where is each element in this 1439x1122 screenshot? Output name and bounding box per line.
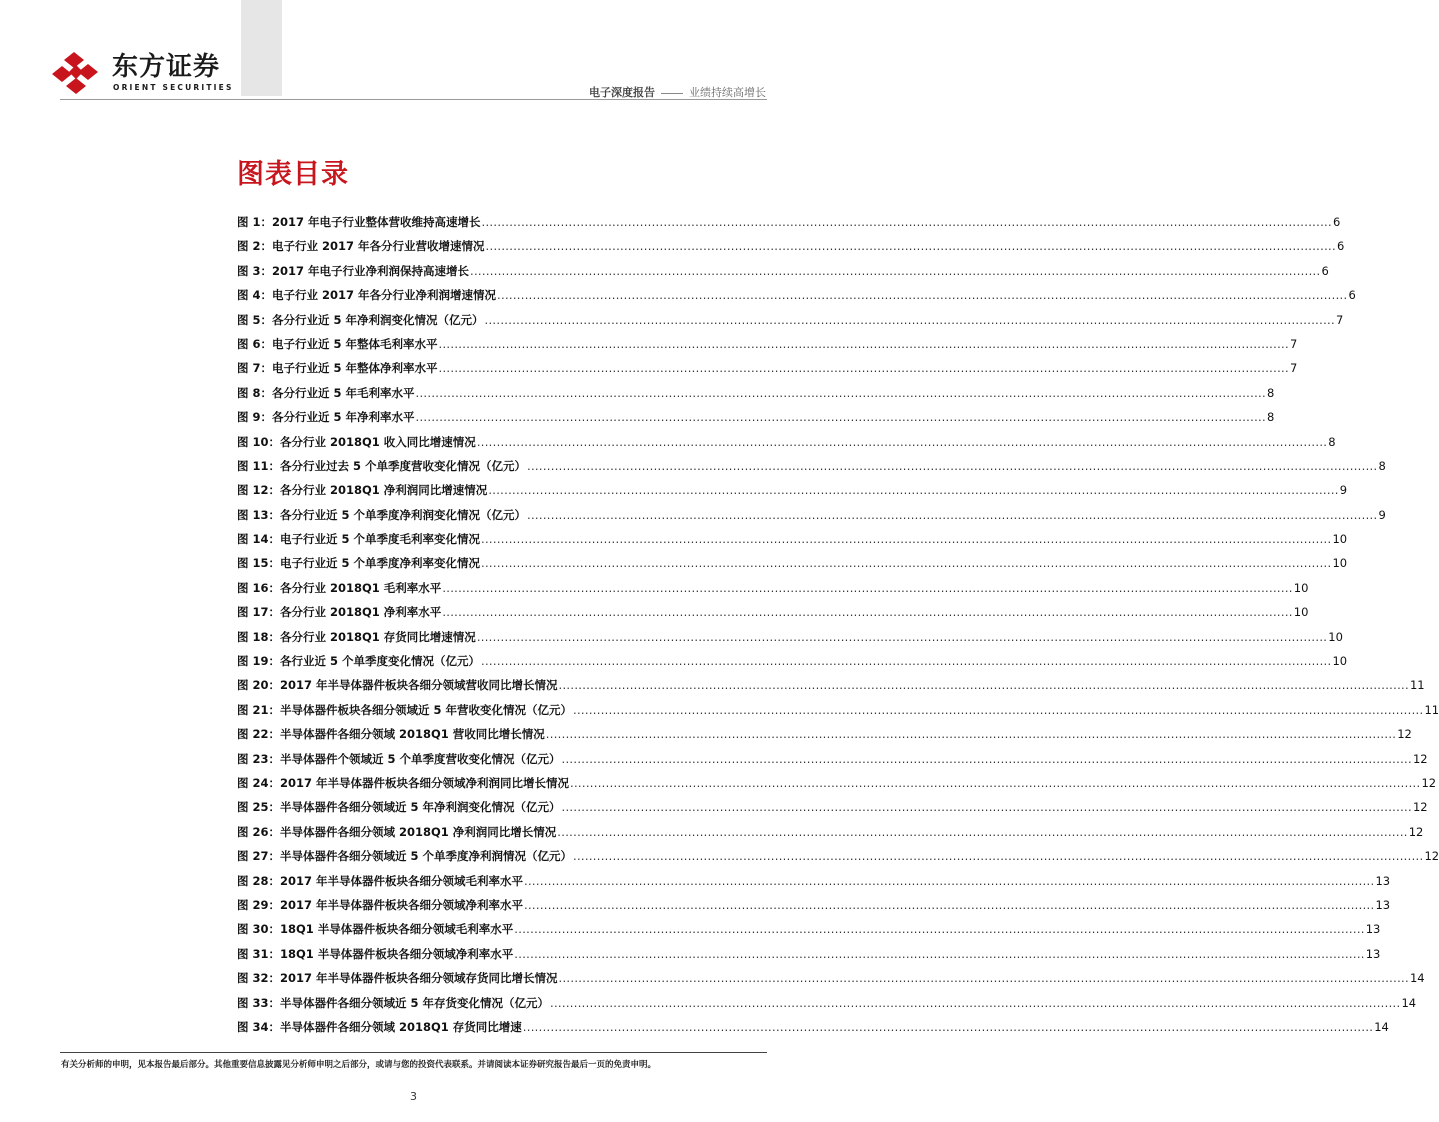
- toc-leader-dots: [416, 405, 1266, 429]
- toc-entry[interactable]: [237, 356, 1298, 380]
- toc-entry[interactable]: [237, 942, 1381, 966]
- toc-entry-label: 图 33：半导体器件各细分领域近 5 年存货变化情况（亿元）: [237, 995, 550, 1010]
- company-name-en: ORIENT SECURITIES: [113, 83, 234, 92]
- toc-entry-page: 10: [1293, 580, 1309, 595]
- toc-entry-label: 图 28：2017 年半导体器件板块各细分领域毛利率水平: [237, 873, 524, 888]
- toc-leader-dots: [477, 625, 1327, 649]
- toc-entry-label: 图 20：2017 年半导体器件板块各细分领域营收同比增长情况: [237, 678, 558, 693]
- toc-entry-label: 图 17：各分行业 2018Q1 净利率水平: [237, 605, 442, 620]
- toc-title: 图表目录: [237, 159, 349, 190]
- report-header: [589, 84, 766, 100]
- toc-entry[interactable]: [237, 747, 1428, 771]
- toc-entry-page: 11: [1409, 678, 1425, 693]
- toc-list: [237, 210, 1439, 1039]
- report-type: 电子深度报告: [589, 86, 655, 99]
- toc-entry-label: 图 19：各行业近 5 个单季度变化情况（亿元）: [237, 654, 481, 669]
- toc-entry-label: 图 1：2017 年电子行业整体营收维持高速增长: [237, 215, 481, 229]
- toc-entry-label: 图 31：18Q1 半导体器件板块各细分领域净利率水平: [237, 946, 514, 961]
- toc-leader-dots: [524, 893, 1374, 917]
- toc-leader-dots: [523, 1015, 1373, 1039]
- toc-entry[interactable]: [237, 722, 1412, 746]
- company-name-cn: 东方证券: [112, 52, 221, 82]
- toc-leader-dots: [442, 576, 1292, 600]
- toc-leader-dots: [546, 722, 1396, 746]
- toc-entry-page: 10: [1332, 556, 1348, 571]
- toc-entry[interactable]: [237, 600, 1309, 624]
- toc-entry[interactable]: [237, 795, 1428, 819]
- toc-leader-dots: [573, 698, 1423, 722]
- toc-entry-label: 图 11：各分行业过去 5 个单季度营收变化情况（亿元）: [237, 458, 527, 473]
- toc-entry-label: 图 22：半导体器件各细分领域 2018Q1 营收同比增长情况: [237, 727, 545, 742]
- toc-entry-page: 13: [1365, 946, 1381, 961]
- toc-entry-page: 13: [1365, 922, 1381, 937]
- toc-entry[interactable]: [237, 576, 1309, 600]
- toc-entry[interactable]: [237, 283, 1356, 307]
- toc-entry[interactable]: [237, 454, 1386, 478]
- toc-entry[interactable]: [237, 503, 1386, 527]
- toc-leader-dots: [559, 673, 1409, 697]
- toc-leader-dots: [559, 966, 1409, 990]
- toc-entry-page: 7: [1289, 336, 1298, 351]
- footer-disclaimer: 有关分析师的申明，见本报告最后部分。其他重要信息披露见分析师申明之后部分，或请与您的投资代表联系。并请阅读本证券研究报告最后一页的免责申明。: [61, 1060, 657, 1070]
- toc-entry[interactable]: [237, 869, 1391, 893]
- toc-entry-label: 图 9：各分行业近 5 年净利率水平: [237, 410, 415, 425]
- toc-leader-dots: [527, 454, 1377, 478]
- toc-entry-page: 10: [1328, 629, 1343, 644]
- toc-entry-page: 12: [1412, 751, 1428, 766]
- toc-entry-label: 图 15：电子行业近 5 个单季度净利率变化情况: [237, 556, 481, 571]
- toc-leader-dots: [527, 503, 1377, 527]
- toc-entry-label: 图 32：2017 年半导体器件板块各细分领域存货同比增长情况: [237, 971, 558, 986]
- toc-entry-label: 图 23：半导体器件个领域近 5 个单季度营收变化情况（亿元）: [237, 751, 561, 766]
- toc-leader-dots: [570, 771, 1420, 795]
- toc-leader-dots: [482, 210, 1332, 234]
- toc-entry-page: 7: [1335, 312, 1344, 327]
- toc-entry-page: 12: [1421, 775, 1437, 790]
- toc-entry-label: 图 34：半导体器件各细分领域 2018Q1 存货同比增速: [237, 1019, 522, 1034]
- page-number: 3: [410, 1090, 417, 1103]
- toc-leader-dots: [439, 356, 1289, 380]
- toc-entry[interactable]: [237, 625, 1343, 649]
- toc-leader-dots: [488, 478, 1338, 502]
- toc-entry-label: 图 10：各分行业 2018Q1 收入同比增速情况: [237, 434, 476, 449]
- company-logo: [54, 50, 234, 96]
- toc-entry[interactable]: [237, 820, 1424, 844]
- toc-entry[interactable]: [237, 381, 1275, 405]
- toc-leader-dots: [514, 942, 1364, 966]
- toc-entry-label: 图 18：各分行业 2018Q1 存货同比增速情况: [237, 629, 476, 644]
- toc-entry[interactable]: [237, 234, 1345, 258]
- toc-entry-page: 7: [1289, 361, 1298, 376]
- toc-leader-dots: [514, 917, 1364, 941]
- toc-leader-dots: [497, 283, 1347, 307]
- toc-entry-page: 8: [1328, 434, 1336, 449]
- toc-entry-label: 图 24：2017 年半导体器件板块各细分领域净利润同比增长情况: [237, 775, 570, 790]
- toc-entry-label: 图 6：电子行业近 5 年整体毛利率水平: [237, 336, 438, 351]
- toc-entry-label: 图 13：各分行业近 5 个单季度净利润变化情况（亿元）: [237, 507, 527, 522]
- toc-entry-page: 12: [1412, 800, 1428, 815]
- toc-leader-dots: [470, 259, 1320, 283]
- toc-entry[interactable]: [237, 405, 1275, 429]
- toc-entry[interactable]: [237, 1015, 1389, 1039]
- toc-entry-label: 图 5：各分行业近 5 年净利润变化情况（亿元）: [237, 312, 484, 327]
- toc-entry-page: 10: [1332, 532, 1348, 547]
- toc-entry-page: 9: [1339, 483, 1348, 498]
- toc-leader-dots: [486, 234, 1336, 258]
- toc-leader-dots: [524, 869, 1374, 893]
- report-subtitle: 业绩持续高增长: [689, 86, 766, 99]
- toc-leader-dots: [562, 747, 1412, 771]
- toc-entry[interactable]: [237, 991, 1417, 1015]
- toc-leader-dots: [485, 308, 1335, 332]
- toc-entry-page: 8: [1266, 385, 1275, 400]
- toc-entry[interactable]: [237, 527, 1348, 551]
- toc-entry-page: 6: [1321, 263, 1329, 278]
- header-divider: [60, 99, 767, 100]
- toc-entry-page: 14: [1409, 971, 1425, 986]
- toc-leader-dots: [557, 820, 1407, 844]
- toc-entry-label: 图 12：各分行业 2018Q1 净利润同比增速情况: [237, 483, 488, 498]
- toc-entry-page: 10: [1293, 605, 1309, 620]
- toc-leader-dots: [573, 844, 1423, 868]
- toc-entry-page: 13: [1375, 873, 1391, 888]
- toc-entry[interactable]: [237, 478, 1348, 502]
- toc-entry-label: 图 4：电子行业 2017 年各分行业净利润增速情况: [237, 288, 497, 303]
- toc-entry[interactable]: [237, 698, 1439, 722]
- header-decor-band: [241, 0, 282, 96]
- toc-leader-dots: [550, 991, 1400, 1015]
- toc-entry-page: 6: [1336, 239, 1345, 254]
- toc-leader-dots: [439, 332, 1289, 356]
- toc-entry-page: 14: [1374, 1019, 1389, 1034]
- toc-leader-dots: [481, 649, 1331, 673]
- toc-leader-dots: [416, 381, 1266, 405]
- toc-entry-label: 图 25：半导体器件各细分领域近 5 年净利润变化情况（亿元）: [237, 800, 561, 815]
- toc-entry-label: 图 2：电子行业 2017 年各分行业营收增速情况: [237, 239, 485, 254]
- toc-entry-page: 12: [1408, 824, 1424, 839]
- toc-entry-label: 图 7：电子行业近 5 年整体净利率水平: [237, 361, 438, 376]
- toc-entry[interactable]: [237, 966, 1425, 990]
- toc-entry[interactable]: [237, 771, 1437, 795]
- toc-entry-label: 图 29：2017 年半导体器件板块各细分领域净利率水平: [237, 897, 524, 912]
- toc-entry-label: 图 14：电子行业近 5 个单季度毛利率变化情况: [237, 532, 481, 547]
- toc-entry[interactable]: [237, 893, 1391, 917]
- toc-entry-label: 图 27：半导体器件各细分领域近 5 个单季度净利润情况（亿元）: [237, 849, 573, 864]
- toc-entry[interactable]: [237, 332, 1298, 356]
- toc-entry-label: 图 16：各分行业 2018Q1 毛利率水平: [237, 580, 442, 595]
- toc-entry-page: 14: [1401, 995, 1417, 1010]
- orient-logo-icon: [54, 50, 106, 96]
- toc-entry-page: 9: [1378, 507, 1386, 522]
- toc-entry-page: 13: [1375, 897, 1391, 912]
- toc-entry[interactable]: [237, 917, 1381, 941]
- toc-leader-dots: [477, 430, 1327, 454]
- toc-entry[interactable]: [237, 430, 1336, 454]
- toc-entry-label: 图 30：18Q1 半导体器件板块各细分领域毛利率水平: [237, 922, 514, 937]
- toc-leader-dots: [481, 527, 1331, 551]
- toc-leader-dots: [481, 551, 1331, 575]
- toc-entry[interactable]: [237, 649, 1348, 673]
- toc-entry[interactable]: [237, 210, 1341, 234]
- toc-entry-page: 11: [1424, 702, 1439, 717]
- toc-leader-dots: [442, 600, 1292, 624]
- toc-entry-page: 6: [1332, 215, 1341, 229]
- toc-entry-page: 12: [1424, 849, 1439, 864]
- toc-entry-page: 6: [1348, 288, 1356, 303]
- toc-entry-page: 10: [1332, 654, 1348, 669]
- toc-entry-label: 图 21：半导体器件板块各细分领域近 5 年营收变化情况（亿元）: [237, 702, 573, 717]
- toc-entry[interactable]: [237, 308, 1344, 332]
- toc-entry[interactable]: [237, 673, 1425, 697]
- footer-divider: [60, 1052, 767, 1053]
- toc-entry[interactable]: [237, 259, 1329, 283]
- toc-entry[interactable]: [237, 844, 1439, 868]
- toc-entry-page: 12: [1397, 727, 1412, 742]
- toc-entry-page: 8: [1378, 458, 1386, 473]
- toc-entry-label: 图 8：各分行业近 5 年毛利率水平: [237, 385, 415, 400]
- header-separator: [661, 93, 683, 94]
- toc-entry-page: 8: [1266, 410, 1275, 425]
- toc-entry[interactable]: [237, 551, 1348, 575]
- toc-leader-dots: [562, 795, 1412, 819]
- toc-entry-label: 图 3：2017 年电子行业净利润保持高速增长: [237, 263, 470, 278]
- toc-entry-label: 图 26：半导体器件各细分领域 2018Q1 净利润同比增长情况: [237, 824, 557, 839]
